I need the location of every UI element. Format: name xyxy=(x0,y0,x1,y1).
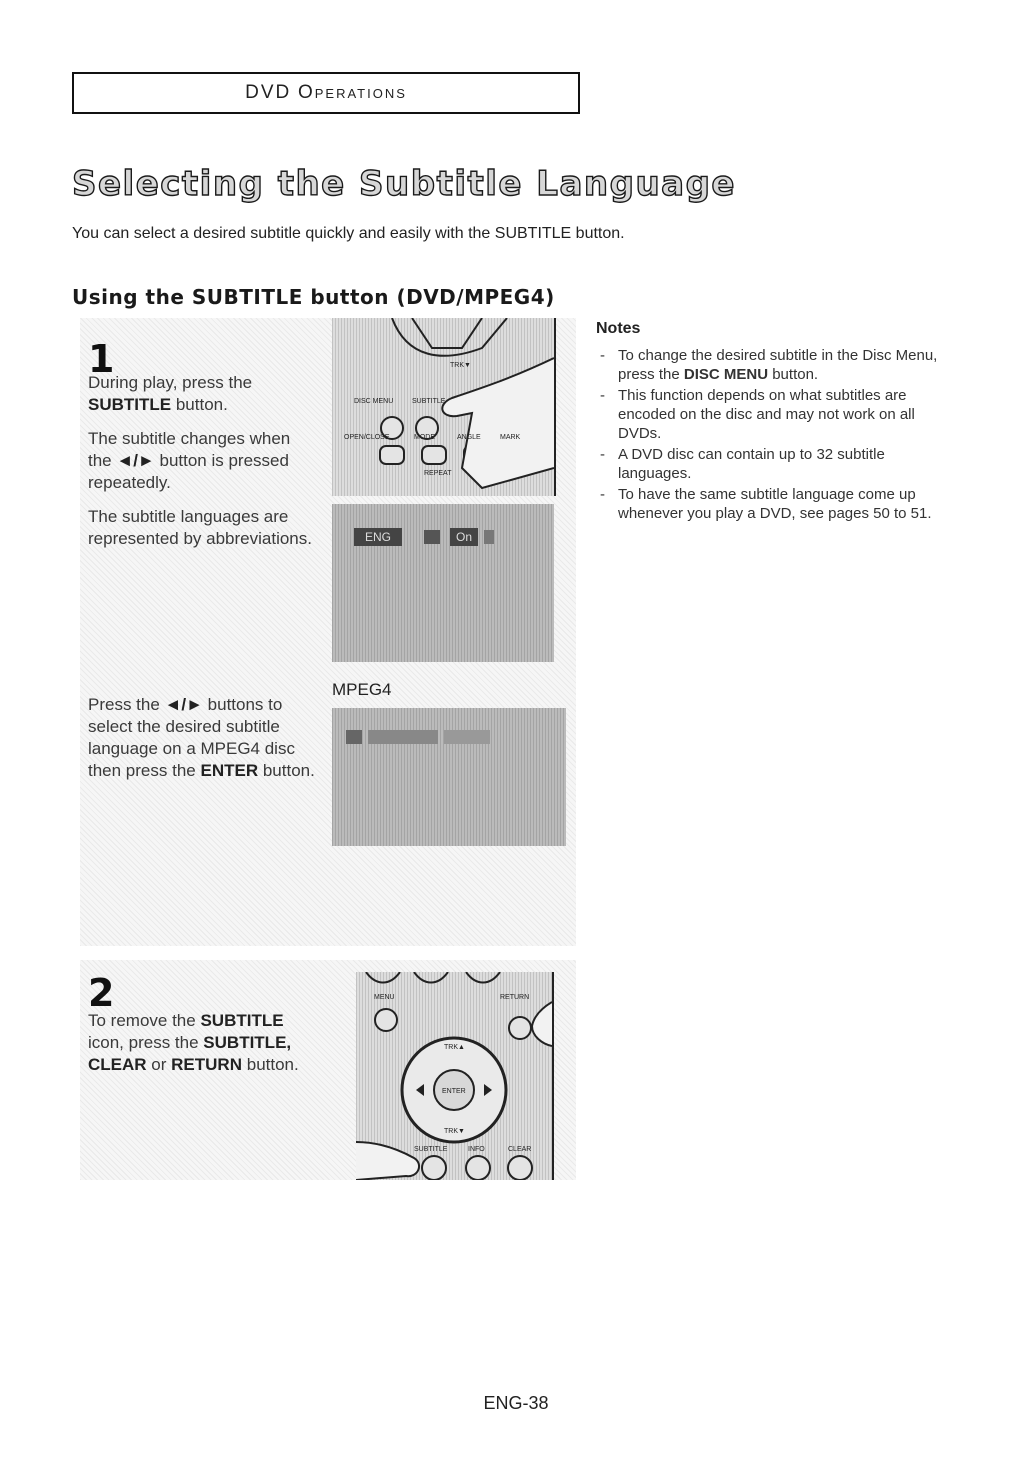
mpeg4-osd-image xyxy=(332,708,566,846)
arrow-left-right-icon: ◄/► xyxy=(116,451,155,470)
note-item: - This function depends on what subtitles are encoded on the disc and may not work on all DVDs. xyxy=(596,386,956,443)
note-item: - A DVD disc can contain up to 32 subtitle languages. xyxy=(596,445,956,483)
notes-list xyxy=(596,346,956,525)
step2-panel xyxy=(80,960,576,1180)
section-subtitle: Using the SUBTITLE button (DVD/MPEG4) xyxy=(72,285,555,309)
mpeg4-label: MPEG4 xyxy=(332,680,392,699)
section-header: D V D O PERATIONS xyxy=(72,72,580,114)
subtitle-icon xyxy=(424,530,440,544)
note-item: - To change the desired subtitle in the Disc Menu, press the DISC MENU button. xyxy=(596,346,956,384)
intro-text: You can select a desired subtitle quickly and easily with the SUBTITLE button. xyxy=(72,225,625,242)
step2-number: 2 xyxy=(88,971,115,1015)
page-number: ENG-38 xyxy=(483,1393,549,1413)
step2-instruction: To remove the SUBTITLE icon, press the SUBTITLE, CLEAR or RETURN button. xyxy=(88,1011,299,1074)
note-item: - To have the same subtitle language come up whenever you play a DVD, see pages 50 to 51. xyxy=(596,485,956,523)
remote-control-image-2: MENU RETURN TRK▲ ENTER TRK▼ SUBTITLE INFO CLEAR xyxy=(356,972,554,1180)
subtitle-icon xyxy=(346,730,362,744)
step1-instruction: During play, press the SUBTITLE button. xyxy=(88,373,253,414)
osd-bar xyxy=(368,730,438,744)
arrow-left-right-icon: ◄/► xyxy=(164,695,203,714)
osd-bar xyxy=(444,730,490,744)
step1-abbrev-note: The subtitle languages are represented by abbreviations. xyxy=(88,507,312,548)
osd-language: ENG xyxy=(354,528,402,546)
step1-panel xyxy=(80,318,576,946)
step1-detail: The subtitle changes when the ◄/► button is pressed repeatedly. xyxy=(88,429,291,492)
mpeg4-instruction: Press the ◄/► buttons to select the desired subtitle language on a MPEG4 disc then press the ENTER button. xyxy=(88,695,315,780)
step1-number: 1 xyxy=(88,337,115,381)
osd-indicator xyxy=(484,530,494,544)
osd-state: On xyxy=(450,528,478,546)
remote-control-image: DISC MENU SUBTITLE OPEN/CLOSE MODE ANGLE MARK REPEAT TRK▼ xyxy=(332,318,556,496)
page-title: Selecting the Subtitle Language xyxy=(72,164,736,204)
subtitle-osd-image xyxy=(332,504,554,662)
notes-heading: Notes xyxy=(596,320,641,337)
